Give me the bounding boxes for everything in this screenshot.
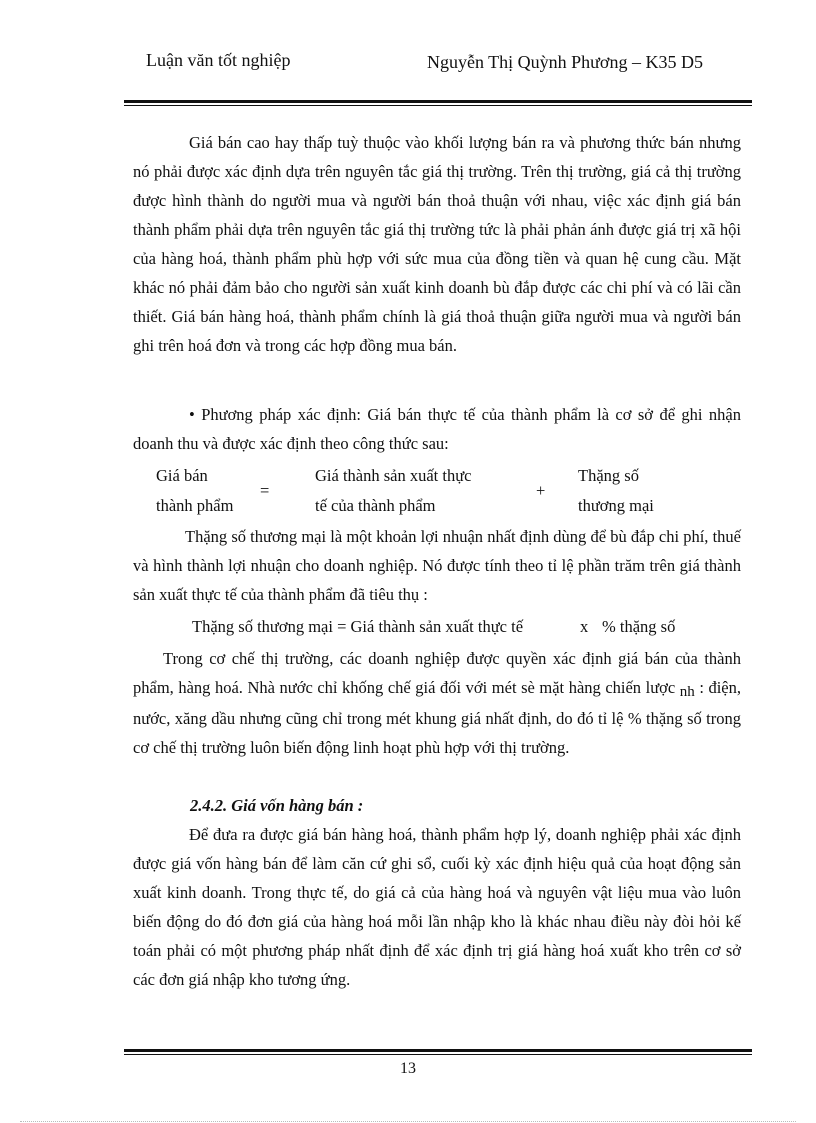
section-heading: 2.4.2. Giá vốn hàng bán : bbox=[190, 796, 364, 815]
header-rule-thick bbox=[124, 100, 752, 103]
paragraph-market-mechanism bbox=[133, 644, 741, 762]
formula2-left: Thặng số thương mại = Giá thành sản xuất thực tế bbox=[192, 617, 524, 636]
page-edge-divider bbox=[20, 1121, 796, 1122]
formula-term-cost: Giá thành sản xuất thực bbox=[315, 466, 472, 485]
formula-term-price-2: thành phẩm bbox=[156, 496, 234, 515]
formula2-times: x bbox=[580, 617, 589, 636]
paragraph-method bbox=[133, 400, 741, 458]
paragraph-selling-price: Giá bán cao hay thấp tuỳ thuộc vào khối lượng bán ra và phương thức bán nhưng nó phải được xác định dựa trên nguyên tắc giá thị trường. Trên thị trường, giá cả thị trường được hình thành do người mua và người bán thoả thuận với nhau, việc xác định giá bán thành phẩm phải dựa trên nguyên tắc giá thị trường tức là phải phản ánh được giá trị xã hội của hàng hoá, thành phẩm phù hợp với sức mua của đồng tiền và quan hệ cung cầu. Mặt khác nó phải đảm bảo cho người sản xuất kinh doanh bù đắp được các chi phí và có lãi cần thiết. Giá bán hàng hoá, thành phẩm chính là giá thoả thuận giữa người mua và người bán ghi trên hoá đơn và trong các hợp đồng mua bán. bbox=[133, 133, 741, 355]
paragraph-method-text: Phương pháp xác định: Giá bán thực tế của thành phẩm là cơ sở để ghi nhận doanh thu và được xác định theo công thức sau: bbox=[133, 405, 742, 453]
paragraph-market-subscript: nh bbox=[679, 684, 695, 700]
formula-term-markup: Thặng số bbox=[578, 466, 639, 485]
footer-rule-thick bbox=[124, 1049, 752, 1052]
header-right-author: Nguyễn Thị Quỳnh Phương – K35 D5 bbox=[427, 52, 703, 72]
formula-term-cost-2: tế của thành phẩm bbox=[315, 496, 436, 515]
page-number: 13 bbox=[400, 1060, 416, 1077]
header-rule-thin bbox=[124, 105, 752, 106]
paragraph-markup: Thặng số thương mại là một khoản lợi nhuận nhất định dùng để bù đắp chi phí, thuế và hình thành lợi nhuận cho doanh nghiệp. Nó được tính theo tỉ lệ phần trăm trên giá thành sản xuất thực tế của thành phẩm đã tiêu thụ : bbox=[133, 527, 741, 604]
formula-term-markup-2: thương mại bbox=[578, 496, 654, 515]
formula-term-price: Giá bán bbox=[156, 466, 208, 485]
bullet: • bbox=[189, 405, 195, 424]
footer-rule-thin bbox=[124, 1054, 752, 1055]
paragraph-cost-of-goods: Để đưa ra được giá bán hàng hoá, thành phẩm hợp lý, doanh nghiệp phải xác định được giá vốn hàng bán để làm căn cứ ghi sổ, cuối kỳ xác định hiệu quả của hoạt động sản xuất kinh doanh. Trong thực tế, do giá cả của hàng hoá và nguyên vật liệu mua vào luôn biến động do đó đơn giá của hàng hoá mỗi lần nhập kho là khác nhau điều này đòi hỏi kế toán phải có một phương pháp nhất định để xác định trị giá hàng hoá xuất kho trên cơ sở các đơn giá nhập kho tương ứng. bbox=[133, 825, 741, 989]
paragraph-market-text: Trong cơ chế thị trường, các doanh nghiệp được quyền xác định giá bán của thành phẩm, hàng hoá. Nhà nước chỉ khống chế giá đối với mét sè mặt hàng chiến lược bbox=[133, 649, 741, 697]
formula-equals: = bbox=[260, 481, 270, 500]
header-left-title: Luận văn tốt nghiệp bbox=[146, 50, 291, 70]
paragraph-market-rest: : điện, nước, xăng dầu nhưng cũng chỉ trong mét khung giá nhất định, do đó tỉ lệ % thặng số trong cơ chế thị trường luôn biến động linh hoạt phù hợp với thị trường. bbox=[133, 678, 741, 757]
formula-plus: + bbox=[536, 481, 546, 500]
formula2-right: % thặng số bbox=[602, 617, 676, 636]
